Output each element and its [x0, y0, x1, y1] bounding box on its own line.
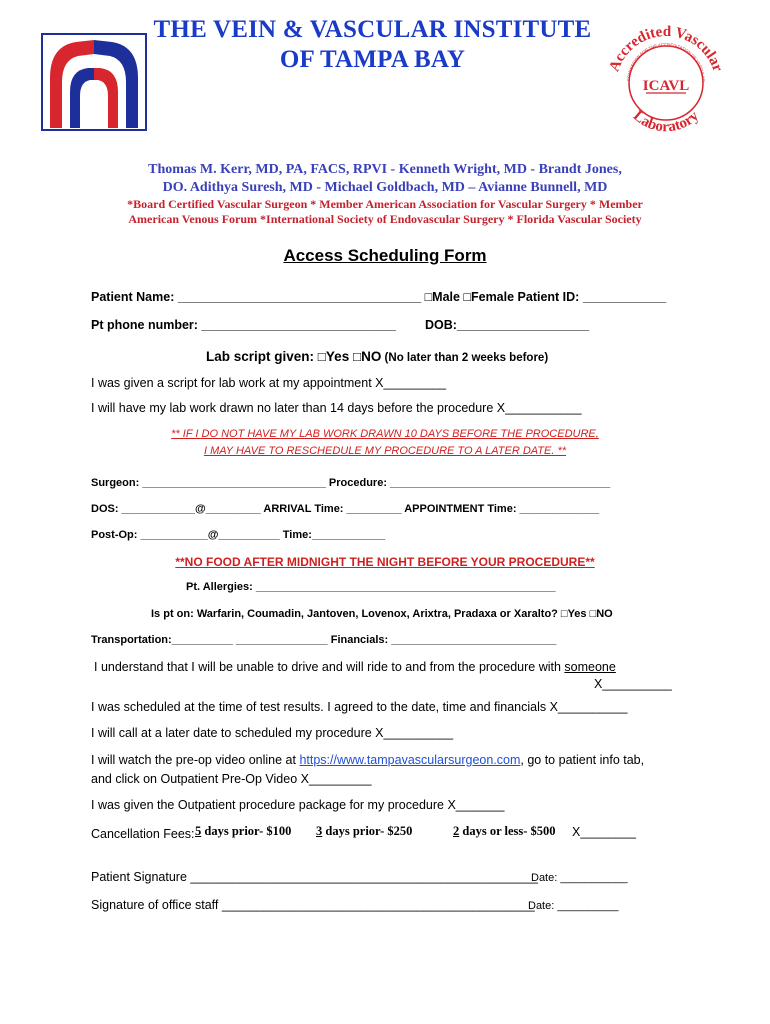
form-title: Access Scheduling Form — [283, 246, 487, 265]
cancel-2-days: 2 days or less- $500 — [453, 824, 556, 838]
package-line[interactable]: I was given the Outpatient procedure package for my procedure X_______ — [91, 798, 505, 812]
blood-thinner-line[interactable]: Is pt on: Warfarin, Coumadin, Jantoven, Lovenox, Arixtra, Pradaxa or Xaralto? □Yes □NO — [151, 608, 613, 620]
video-line[interactable] — [91, 753, 644, 767]
svg-text:Laboratory — [630, 108, 703, 135]
patient-signature-date[interactable]: Date: ___________ — [531, 872, 628, 884]
cancel-5-days: 5 days prior- $100 — [195, 824, 292, 838]
cancel-label: Cancellation Fees: — [91, 827, 195, 841]
video-line-pre: I will watch the pre-op video online at — [91, 753, 300, 767]
phone-label: Pt phone number: — [91, 318, 202, 332]
staff-signature-label: Signature of office staff — [91, 898, 222, 912]
seal-mark: ICAVL — [642, 78, 690, 94]
drive-line-someone: someone — [564, 660, 616, 674]
postop-line[interactable]: Post-Op: ___________@__________ Time:____________ — [91, 529, 386, 541]
dos-line[interactable]: DOS: ____________@_________ ARRIVAL Time: _________ APPOINTMENT Time: _____________ — [91, 503, 600, 515]
dob-label: DOB: — [425, 318, 457, 332]
lab-warning-line2: I MAY HAVE TO RESCHEDULE MY PROCEDURE TO A LATER DATE. ** — [203, 445, 567, 457]
credentials-line1: *Board Certified Vascular Surgeon * Member American Association for Vascular Surgery * Member — [127, 197, 643, 211]
lab-script-label[interactable]: Lab script given: □Yes □NO — [206, 349, 382, 364]
no-food-warning: **NO FOOD AFTER MIDNIGHT THE NIGHT BEFORE YOUR PROCEDURE** — [175, 555, 595, 569]
video-line2[interactable]: and click on Outpatient Pre-Op Video X_________ — [91, 772, 372, 786]
doctors-line1: Thomas M. Kerr, MD, PA, FACS, RPVI - Kenneth Wright, MD - Brandt Jones, — [148, 162, 622, 177]
dob-blank[interactable]: ___________________ — [456, 318, 590, 332]
patient-signature-line[interactable] — [91, 870, 538, 884]
cancel-3-days: 3 days prior- $250 — [316, 824, 413, 838]
cancel-x[interactable]: X________ — [572, 825, 636, 839]
seal-top-text: Accredited Vascular — [606, 23, 726, 74]
seal-bottom-text: Laboratory — [629, 107, 703, 136]
transport-financials-line[interactable]: Transportation:__________ _______________ Financials: ___________________________ — [91, 634, 557, 646]
institute-logo — [40, 32, 148, 132]
lab-line1[interactable]: I was given a script for lab work at my appointment X_________ — [91, 376, 447, 390]
drive-line-x[interactable]: X__________ — [594, 677, 672, 691]
phone-blank[interactable]: ____________________________ — [201, 318, 397, 332]
drive-line-text: I understand that I will be unable to drive and will ride to and from the procedure with — [94, 660, 565, 674]
lab-script-note: (No later than 2 weeks before) — [381, 352, 549, 364]
drive-line[interactable] — [94, 660, 616, 674]
patient-signature-label: Patient Signature — [91, 870, 191, 884]
lab-script-line[interactable] — [206, 348, 548, 366]
staff-signature-blank[interactable]: _____________________________________________ — [221, 898, 535, 912]
call-later-line[interactable]: I will call at a later date to scheduled my procedure X__________ — [91, 726, 454, 740]
scheduled-line[interactable]: I was scheduled at the time of test results. I agreed to the date, time and financials X__________ — [91, 700, 628, 714]
staff-signature-line[interactable] — [91, 898, 535, 912]
phone-line[interactable] — [91, 318, 396, 332]
patient-signature-blank[interactable]: __________________________________________________ — [190, 870, 538, 884]
video-line-post: , go to patient info tab, — [520, 753, 645, 767]
institute-title-line2: OF TAMPA BAY — [279, 46, 466, 73]
allergies-line[interactable]: Pt. Allergies: _________________________________________________ — [186, 581, 556, 593]
lab-warning-line1: ** IF I DO NOT HAVE MY LAB WORK DRAWN 10 DAYS BEFORE THE PROCEDURE, — [171, 428, 599, 440]
lab-line2[interactable]: I will have my lab work drawn no later than 14 days before the procedure X___________ — [91, 401, 582, 415]
staff-signature-date[interactable]: Date: __________ — [528, 900, 619, 912]
credentials-line2: American Venous Forum *International Society of Endovascular Surgery * Florida Vascular Society — [128, 212, 642, 226]
doctors-line2: DO. Adithya Suresh, MD - Michael Goldbach, MD – Avianne Bunnell, MD — [162, 180, 608, 195]
dob-line[interactable] — [425, 318, 589, 332]
surgeon-procedure-line[interactable]: Surgeon: ______________________________ Procedure: ____________________________________ — [91, 477, 611, 489]
institute-title-line1: THE VEIN & VASCULAR INSTITUTE — [153, 16, 592, 43]
patient-name-line[interactable]: Patient Name: ___________________________________ □Male □Female Patient ID: ____________ — [91, 290, 667, 304]
video-link[interactable]: https://www.tampavascularsurgeon.com — [299, 753, 521, 767]
svg-text:Accredited Vascular — [606, 24, 725, 74]
accreditation-seal — [602, 20, 730, 145]
seal-ring-text: COMMISSION FOR THE ACCREDITATION OF VASCULAR — [625, 41, 707, 82]
cancellation-fees-line — [91, 825, 195, 843]
